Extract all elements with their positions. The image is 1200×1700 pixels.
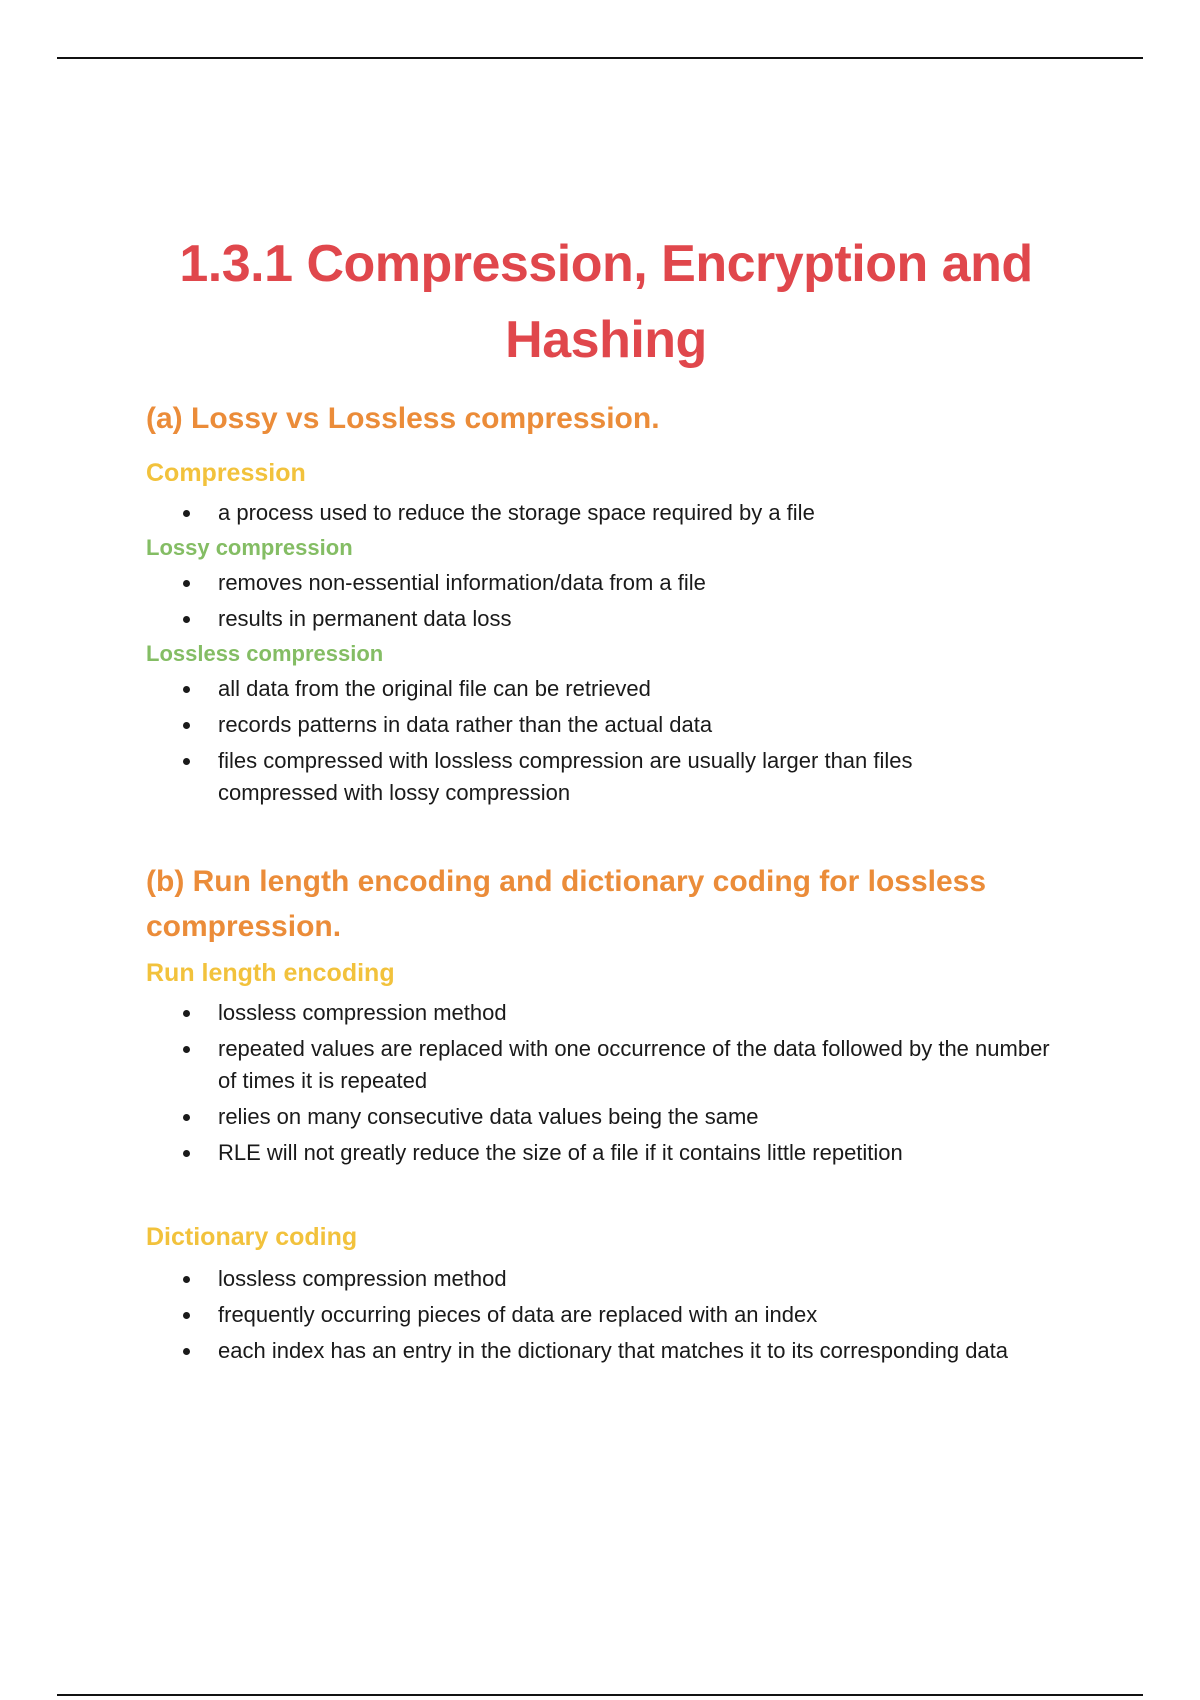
subheading-dictionary-coding: Dictionary coding	[146, 1223, 358, 1251]
top-rule	[57, 57, 1143, 59]
bullet-dot	[183, 722, 190, 729]
list-item: records patterns in data rather than the actual data	[146, 709, 1066, 741]
list-item: a process used to reduce the storage space required by a file	[146, 497, 1066, 529]
list-item: removes non-essential information/data from a file	[146, 567, 1066, 599]
bottom-rule	[57, 1694, 1143, 1696]
list-item: lossless compression method	[146, 997, 1066, 1029]
bullet-dot	[183, 510, 190, 517]
bullet-list-dictionary	[146, 1263, 1066, 1367]
bullet-dot	[183, 1114, 190, 1121]
bullet-dot	[183, 686, 190, 693]
subheading-lossy-compression: Lossy compression	[146, 535, 353, 560]
list-item: relies on many consecutive data values being the same	[146, 1101, 1066, 1133]
bullet-list-lossless	[146, 673, 1066, 809]
bullet-dot	[183, 1312, 190, 1319]
bullet-dot	[183, 1150, 190, 1157]
bullet-dot	[183, 1276, 190, 1283]
list-item: repeated values are replaced with one occurrence of the data followed by the number of times it is repeated	[146, 1033, 1066, 1097]
list-item: each index has an entry in the dictionary that matches it to its corresponding data	[146, 1335, 1066, 1367]
section-heading-b: (b) Run length encoding and dictionary coding for lossless compression.	[146, 865, 987, 943]
bullet-dot	[183, 1348, 190, 1355]
page-title: 1.3.1 Compression, Encryption and Hashing	[179, 235, 1033, 369]
bullet-dot	[183, 580, 190, 587]
subheading-lossless-compression: Lossless compression	[146, 641, 384, 666]
bullet-list-lossy	[146, 567, 1066, 635]
subheading-compression: Compression	[146, 459, 306, 487]
list-item: results in permanent data loss	[146, 603, 1066, 635]
list-item: all data from the original file can be retrieved	[146, 673, 1066, 705]
bullet-dot	[183, 758, 190, 765]
bullet-dot	[183, 1010, 190, 1017]
bullet-dot	[183, 616, 190, 623]
list-item: RLE will not greatly reduce the size of a file if it contains little repetition	[146, 1137, 1066, 1169]
page-content	[146, 226, 1066, 1371]
bullet-dot	[183, 1046, 190, 1053]
section-heading-a: (a) Lossy vs Lossless compression.	[146, 402, 660, 435]
bullet-list-compression	[146, 497, 1066, 529]
subheading-run-length-encoding: Run length encoding	[146, 959, 395, 987]
list-item: lossless compression method	[146, 1263, 1066, 1295]
list-item: files compressed with lossless compression are usually larger than files compressed with lossy compression	[146, 745, 1066, 809]
bullet-list-rle	[146, 997, 1066, 1169]
list-item: frequently occurring pieces of data are replaced with an index	[146, 1299, 1066, 1331]
